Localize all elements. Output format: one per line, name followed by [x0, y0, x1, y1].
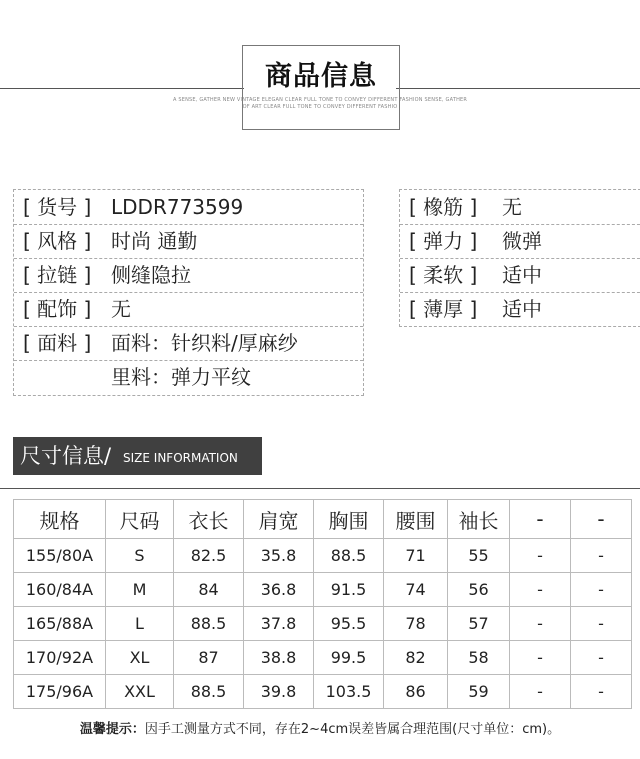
- table-cell: 59: [448, 675, 510, 709]
- table-cell: 88.5: [314, 539, 384, 573]
- info-label: [ 配饰 ]: [23, 297, 92, 321]
- info-value: 微弹: [502, 229, 542, 253]
- header-cell: 衣长: [174, 500, 244, 539]
- table-cell: 87: [174, 641, 244, 675]
- table-cell: 84: [174, 573, 244, 607]
- table-cell: 82.5: [174, 539, 244, 573]
- info-row-lining: [14, 360, 363, 394]
- table-cell: XL: [106, 641, 174, 675]
- info-value: 无: [502, 195, 522, 219]
- info-value: LDDR773599: [111, 195, 244, 219]
- table-cell: 103.5: [314, 675, 384, 709]
- table-row: [14, 641, 632, 675]
- size-info-title: 尺寸信息/: [20, 444, 112, 468]
- header-cell: 袖长: [448, 500, 510, 539]
- table-cell: 95.5: [314, 607, 384, 641]
- size-table-header: [14, 500, 632, 539]
- table-cell: -: [510, 573, 571, 607]
- table-cell: L: [106, 607, 174, 641]
- table-cell: -: [571, 573, 632, 607]
- product-info-left: [13, 189, 364, 396]
- info-row-fabric: [14, 326, 363, 361]
- table-cell: 38.8: [244, 641, 314, 675]
- info-row-softness: [400, 258, 640, 293]
- info-value: 时尚 通勤: [111, 229, 198, 253]
- info-label: [ 面料 ]: [23, 331, 92, 355]
- measurement-note: [0, 718, 640, 737]
- info-label: [ 弹力 ]: [409, 229, 478, 253]
- info-row-elastic-band: [400, 190, 640, 225]
- table-cell: XXL: [106, 675, 174, 709]
- size-table: [13, 499, 632, 709]
- info-label: [ 风格 ]: [23, 229, 92, 253]
- info-label: [ 拉链 ]: [23, 263, 92, 287]
- table-row: [14, 539, 632, 573]
- header-cell: -: [571, 500, 632, 539]
- table-cell: 88.5: [174, 675, 244, 709]
- table-cell: -: [571, 675, 632, 709]
- table-cell: 74: [384, 573, 448, 607]
- header-cell: 胸围: [314, 500, 384, 539]
- info-row-style: [14, 224, 363, 259]
- table-cell: 71: [384, 539, 448, 573]
- table-cell: 57: [448, 607, 510, 641]
- table-cell: 82: [384, 641, 448, 675]
- table-cell: 99.5: [314, 641, 384, 675]
- info-value: 适中: [502, 297, 542, 321]
- subtitle-line-2: OF ART CLEAR FULL TONE TO CONVEY DIFFERENT FASHIO: [242, 104, 398, 110]
- table-cell: 91.5: [314, 573, 384, 607]
- info-value: 里料：弹力平纹: [111, 365, 251, 389]
- info-value: 侧缝隐拉: [111, 263, 191, 287]
- note-label: 温馨提示：: [79, 722, 145, 737]
- table-cell: -: [571, 607, 632, 641]
- table-cell: 35.8: [244, 539, 314, 573]
- info-row-thickness: [400, 292, 640, 326]
- table-row: [14, 573, 632, 607]
- info-value: 无: [111, 297, 131, 321]
- table-cell: 88.5: [174, 607, 244, 641]
- note-text: 因手工测量方式不同，存在2~4cm误差皆属合理范围(尺寸单位：cm)。: [144, 722, 561, 737]
- table-cell: 78: [384, 607, 448, 641]
- table-cell: -: [510, 607, 571, 641]
- table-cell: 36.8: [244, 573, 314, 607]
- size-section-rule: [0, 488, 640, 489]
- info-value: 适中: [502, 263, 542, 287]
- table-row: [14, 607, 632, 641]
- table-cell: 165/88A: [14, 607, 106, 641]
- info-row-stretch: [400, 224, 640, 259]
- table-cell: 37.8: [244, 607, 314, 641]
- table-cell: 55: [448, 539, 510, 573]
- info-row-sku: [14, 190, 363, 225]
- table-cell: -: [510, 539, 571, 573]
- header-cell: 规格: [14, 500, 106, 539]
- table-cell: -: [571, 539, 632, 573]
- product-info-right: [399, 189, 640, 327]
- info-row-accessory: [14, 292, 363, 327]
- table-cell: 170/92A: [14, 641, 106, 675]
- table-cell: -: [510, 641, 571, 675]
- table-cell: S: [106, 539, 174, 573]
- table-cell: 58: [448, 641, 510, 675]
- info-label: [ 橡筋 ]: [409, 195, 478, 219]
- table-row: [14, 675, 632, 709]
- table-cell: 175/96A: [14, 675, 106, 709]
- info-label: [ 薄厚 ]: [409, 297, 478, 321]
- table-cell: 56: [448, 573, 510, 607]
- header-cell: 肩宽: [244, 500, 314, 539]
- table-cell: -: [571, 641, 632, 675]
- table-cell: 39.8: [244, 675, 314, 709]
- header-cell: -: [510, 500, 571, 539]
- header-cell: 尺码: [106, 500, 174, 539]
- info-label: [ 柔软 ]: [409, 263, 478, 287]
- size-info-subtitle: SIZE INFORMATION: [123, 451, 238, 465]
- table-cell: 86: [384, 675, 448, 709]
- info-row-zipper: [14, 258, 363, 293]
- table-cell: M: [106, 573, 174, 607]
- page-title: 商品信息: [265, 61, 377, 92]
- header-cell: 腰围: [384, 500, 448, 539]
- table-cell: 160/84A: [14, 573, 106, 607]
- info-value: 面料：针织料/厚麻纱: [111, 331, 298, 355]
- subtitle-line-1: A SENSE, GATHER NEW VINTAGE ELEGAN CLEAR FULL TONE TO CONVEY DIFFERENT FASHION SENSE, GATHER: [172, 97, 468, 103]
- table-cell: -: [510, 675, 571, 709]
- table-cell: 155/80A: [14, 539, 106, 573]
- info-label: [ 货号 ]: [23, 195, 92, 219]
